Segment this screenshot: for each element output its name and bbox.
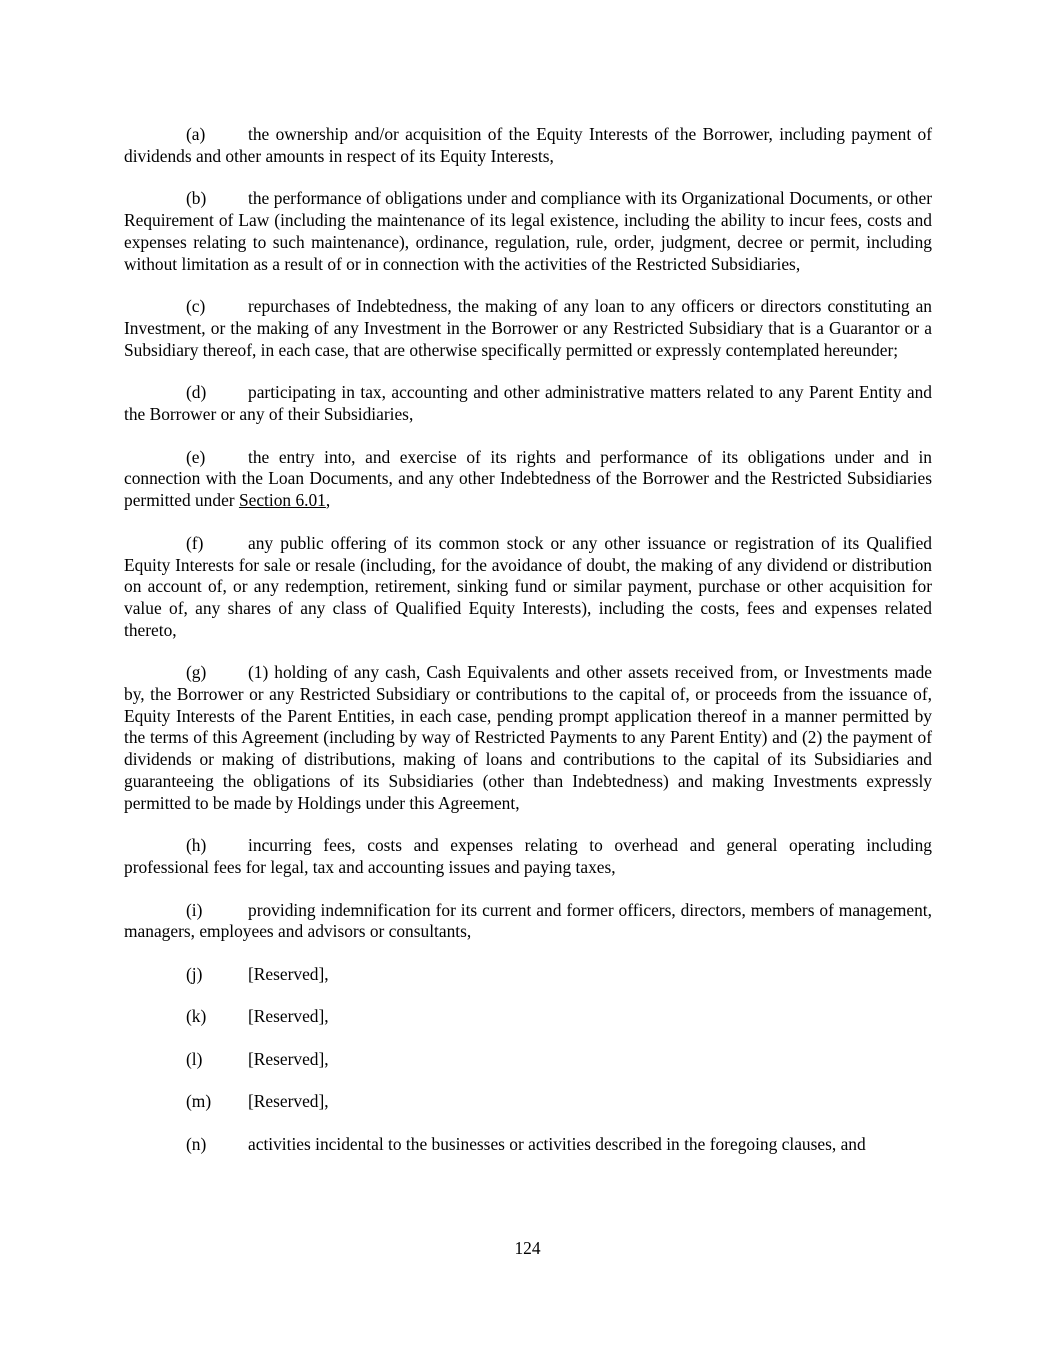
section-reference-link[interactable]: Section 6.01 [238,490,326,511]
clause-text-suffix: , [325,490,331,511]
clause-text: [Reserved], [248,964,329,985]
clause-text: the entry into, and exercise of its rights and performance of its obligations under and in connection with the Loan Documents, and any other Indebtedness of the Borrower and the Restricted Subsidiaries permitted under [124,446,932,511]
clause-label: (k) [186,1006,207,1027]
clause-label: (c) [186,296,206,317]
clause-text: [Reserved], [248,1091,329,1112]
clause-label: (a) [186,124,206,144]
clause-text: [Reserved], [248,1048,329,1069]
clause-text: activities incidental to the businesses or activities described in the foregoing clauses, and [248,1133,866,1154]
clause-b [124,188,932,275]
clause-h [124,835,932,878]
clause-g [124,662,932,814]
clause-j [124,964,932,986]
clause-m [124,1091,932,1113]
clause-label: (d) [186,382,207,403]
clause-e [124,447,932,512]
clause-l [124,1049,932,1071]
clause-d [124,382,932,425]
clause-k [124,1006,932,1028]
clause-label: (h) [186,835,207,856]
clause-text: the ownership and/or acquisition of the Equity Interests of the Borrower, including payment of dividends and other amounts in respect of its Equity Interests, [124,124,932,166]
clause-a [124,124,932,167]
clause-label: (m) [186,1091,212,1112]
document-body [124,124,932,1176]
clause-text: incurring fees, costs and expenses relating to overhead and general operating including professional fees for legal, tax and accounting issues and paying taxes, [124,835,932,877]
clause-label: (f) [186,532,204,553]
clause-label: (i) [186,899,203,920]
clause-label: (n) [186,1133,207,1154]
clause-text: (1) holding of any cash, Cash Equivalents and other assets received from, or Investments made by, the Borrower or any Restricted Subsidiary or contributions to the capital of, or proceeds from the issuance of, Equity Interests of the Parent Entities, in each case, pending prompt application thereof in a manner permitted by the terms of this Agreement (including by way of Restricted Payments to any Parent Entity) and (2) the payment of dividends or making of distributions, making of loans and contributions to the capital of its Subsidiaries and guaranteeing the obligations of its Subsidiaries (other than Indebtedness) and making Investments expressly permitted to be made by Holdings under this Agreement, [124,662,932,813]
page-number: 124 [514,1238,541,1258]
clause-label: (g) [186,662,207,683]
clause-f [124,533,932,642]
clause-n [124,1134,932,1156]
clause-text: providing indemnification for its current and former officers, directors, members of management, managers, employees and advisors or consultants, [124,899,932,942]
clause-text: the performance of obligations under and compliance with its Organizational Documents, or other Requirement of Law (including the maintenance of its legal existence, including the ability to incur fees, costs and expenses relating to such maintenance), ordinance, regulation, rule, order, judgment, decree or permit, including without limitation as a result of or in connection with the activities of the Restricted Subsidiaries, [124,188,932,274]
clause-label: (l) [186,1048,203,1069]
clause-label: (b) [186,188,207,209]
clause-text: [Reserved], [248,1006,329,1027]
clause-c [124,296,932,361]
clause-text: any public offering of its common stock or any other issuance or registration of its Qualified Equity Interests for sale or resale (including, for the avoidance of doubt, the making of any dividend or distribution on account of, or any redemption, retirement, sinking fund or similar payment, purchase or other acquisition for value of, any shares of any class of Qualified Equity Interests), including the costs, fees and expenses related thereto, [124,532,932,640]
clause-text: participating in tax, accounting and other administrative matters related to any Parent Entity and the Borrower or any of their Subsidiaries, [124,382,932,425]
clause-label: (j) [186,964,203,985]
clause-i [124,900,932,943]
clause-text: repurchases of Indebtedness, the making of any loan to any officers or directors constituting an Investment, or the making of any Investment in the Borrower or any Restricted Subsidiary that is a Guarantor or a Subsidiary thereof, in each case, that are otherwise specifically permitted or expressly contemplated hereunder; [124,296,932,360]
clause-label: (e) [186,446,206,467]
